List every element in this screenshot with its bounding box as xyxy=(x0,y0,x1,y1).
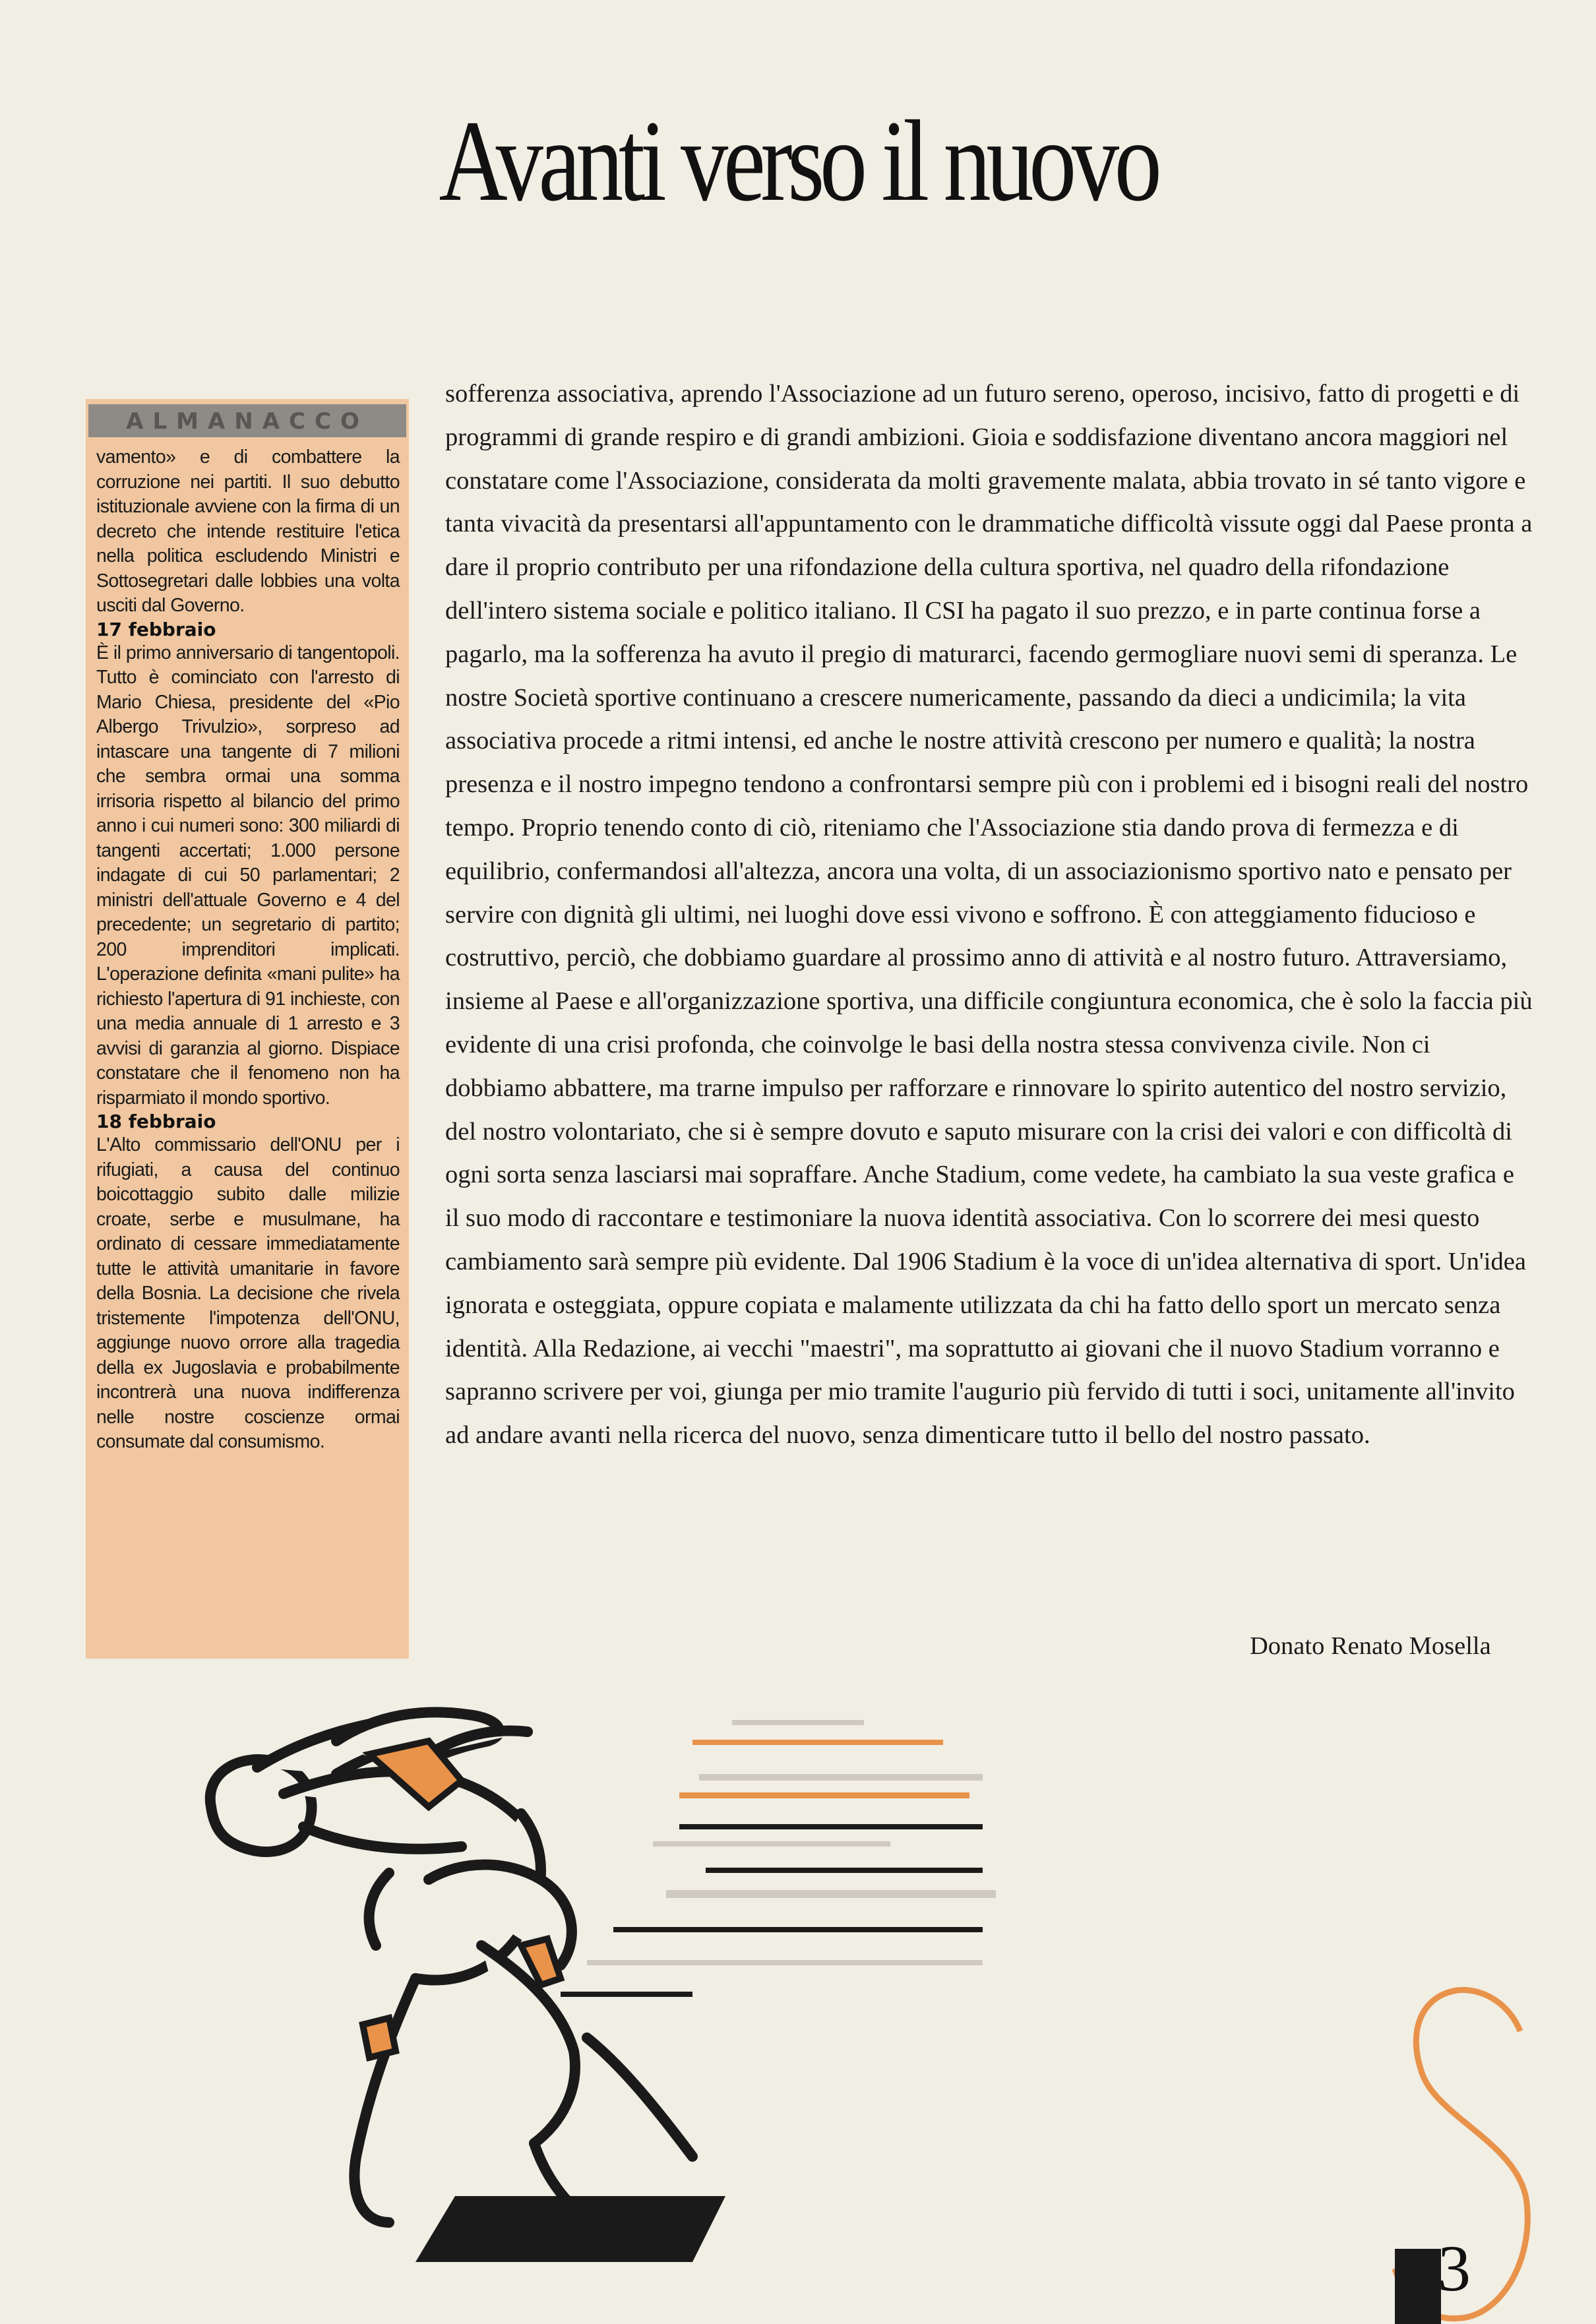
author-signature: Donato Renato Mosella xyxy=(1250,1632,1491,1660)
entry-date: 18 febbraio xyxy=(96,1111,216,1132)
ground-shadow xyxy=(415,2196,725,2262)
entry-text: È il primo anniversario di tangentopoli. Tutto è cominciato con l'arresto di Mario Chiesa, presidente del «Pio Albergo Trivulzio», sorpreso ad intascare una tangente di 7 milioni che sembra ormai una somma irrisoria rispetto al bilancio del primo anno i cui numeri sono: 300 miliardi di tangenti accertati; 1.000 persone indagate di cui 50 parlamentari; 2 ministri dell'attuale Governo e 4 del precedente; un segretario di partito; 200 imprenditori implicati. L'operazione definita «mani pulite» ha richiesto l'apertura di 91 inchieste, con una media annuale di 1 arresto e 3 avvisi di garanzia al giorno. Dispiace constatare che il fenomeno non ha risparmiato il mondo sportivo. xyxy=(96,642,400,1109)
sidebar-heading: ALMANACCO xyxy=(88,404,406,437)
editorial-body: sofferenza associativa, aprendo l'Associazione ad un futuro sereno, operoso, incisivo, fatto di progetti e di programmi di grande respiro e di grandi ambizioni. Gioia e soddisfazione diventano ancora maggiori nel constatare come l'Associazione, considerata da molti gravemente malata, abbia trovato in sé tanto vigore e tanta vivacità da presentarsi all'appuntamento con le drammatiche difficoltà vissute oggi dal Paese pronta a dare il proprio contributo per una rifondazione della cultura sportiva, nel quadro della rifondazione dell'intero sistema sociale e politico italiano. Il CSI ha pagato il suo prezzo, e in parte continua forse a pagarlo, ma la sofferenza ha avuto il pregio di maturarci, facendo germogliare nuovi semi di speranza. Le nostre Società sportive continuano a crescere numericamente, passando da dieci a undicimila; la vita associativa procede a ritmi intensi, ed anche le nostre attività crescono per numero e qualità; la nostra presenza e il nostro impegno tendono a confrontarsi sempre più con i problemi ed i bisogni reali del nostro tempo. Proprio tenendo conto di ciò, riteniamo che l'Associazione stia dando prova di fermezza e di equilibrio, confermandosi all'altezza, ancora una volta, di un associazionismo sportivo nato e pensato per servire con dignità gli ultimi, nei luoghi dove essi vivono e soffrono. È con atteggiamento fiducioso e costruttivo, perciò, che dobbiamo guardare al prossimo anno di attività e al nostro futuro. Attraversiamo, insieme al Paese e all'organizzazione sportiva, una difficile congiuntura economica, che è solo la faccia più evidente di una crisi profonda, che coinvolge le basi della nostra stessa convivenza civile. Non ci dobbiamo abbattere, ma trarne impulso per rafforzare e rinnovare lo spirito autentico del nostro servizio, del nostro volontariato, che si è sempre dovuto e saputo misurare con la crisi dei valori e con difficoltà di ogni sorta senza lasciarsi mai sopraffare. Anche Stadium, come vedete, ha cambiato la sua veste grafica e il suo modo di raccontare e testimoniare la nuova identità associativa. Con lo scorrere dei mesi questo cambiamento sarà sempre più evidente. Dal 1906 Stadium è la voce di un'idea alternativa di sport. Un'idea ignorata e osteggiata, oppure copiata e malamente utilizzata da chi ha fatto dello sport un mercato senza identità. Alla Redazione, ai vecchi "maestri", ma soprattutto ai giovani che il nuovo Stadium vorranno e sapranno scrivere per voi, giunga per mio tramite l'augurio più fervido di tutti i soci, unitamente all'invito ad andare avanti nella ricerca del nuovo, senza dimenticare tutto il bello del nostro passato. xyxy=(445,380,1533,1450)
entry-text: L'Alto commissario dell'ONU per i rifugiati, a causa del continuo boicottaggio subito dalle milizie croate, serbe e musulmane, ha ordinato di cessare immediatamente tutte le attività umanitarie in favore della Bosnia. La decisione che rivela tristemente l'impotenza dell'ONU, aggiunge nuovo orrore alla tragedia della ex Jugoslavia e probabilmente incontrerà una nuova indifferenza nelle nostre coscienze ormai consumate dal consumismo. xyxy=(96,1134,400,1452)
page-title: Avanti verso il nuovo xyxy=(439,97,1157,226)
speed-lines xyxy=(561,1720,996,1997)
almanacco-sidebar xyxy=(86,399,409,1659)
sidebar-intro: vamento» e di combattere la corruzione nei partiti. Il suo debutto istituzionale avviene con la firma di un decreto che intende restituire l'etica nella politica escludendo Ministri e Sottosegretari dalle lobbies una volta usciti dal Governo. xyxy=(96,446,400,616)
sidebar-text xyxy=(86,437,409,1455)
sprinters-illustration xyxy=(152,1695,1181,2275)
page-number: 3 xyxy=(1438,2232,1471,2305)
entry-date: 17 febbraio xyxy=(96,618,216,640)
